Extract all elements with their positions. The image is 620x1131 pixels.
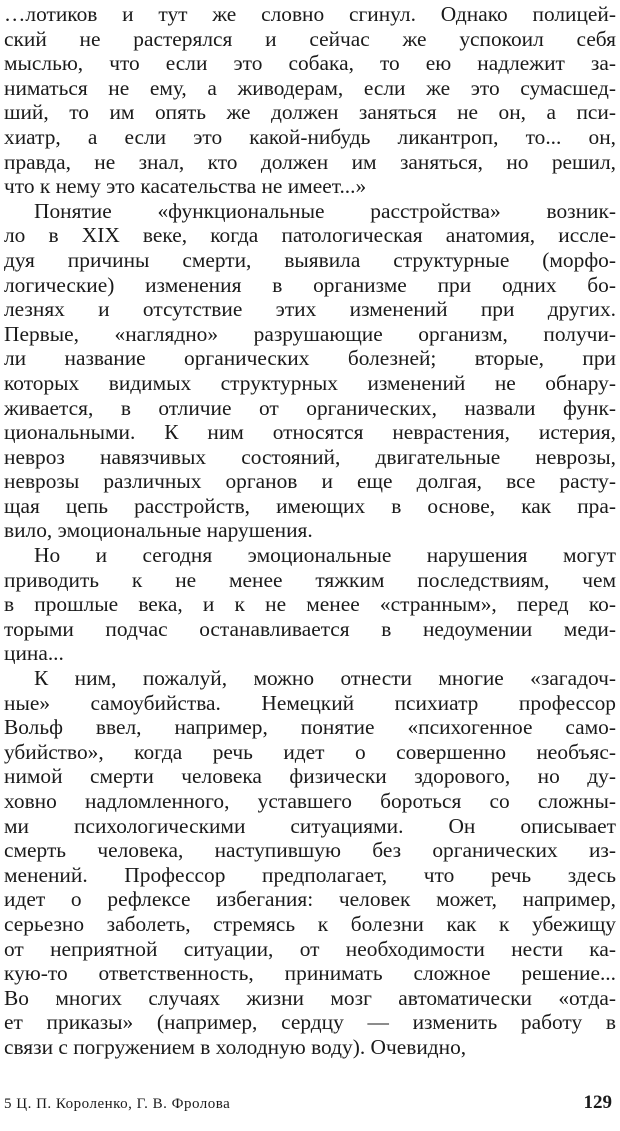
text-line: ло в XIX веке, когда патологическая анатомия, иссле- xyxy=(4,223,616,248)
text-line: ные» самоубийства. Немецкий психиатр профессор xyxy=(4,690,616,715)
text-line: убийство», когда речь идет о совершенно необъяс- xyxy=(4,739,616,764)
text-line: Во многих случаях жизни мозг автоматически «отда- xyxy=(4,985,616,1010)
text-line: К ним, пожалуй, можно отнести многие «загадоч- xyxy=(34,666,616,691)
text-line: что к нему это касательства не имеет...» xyxy=(4,174,367,199)
text-line: мыслью, что если это собака, то ею надлежит за- xyxy=(4,51,616,76)
text-line: ский не растерялся и сейчас же успокоил себя xyxy=(4,26,616,51)
text-line: связи с погружением в холодную воду). Очевидно, xyxy=(4,1034,467,1059)
text-line: серьезно заболеть, стремясь к болезни как к убежищу xyxy=(4,911,616,936)
text-line: щая цепь расстройств, имеющих в основе, как пра- xyxy=(4,493,616,518)
text-line: неврозы различных органов и еще долгая, все расту- xyxy=(4,469,616,494)
text-line: правда, не знал, кто должен им заняться, но решил, xyxy=(4,149,616,174)
text-line: Первые, «наглядно» разрушающие организм, получи- xyxy=(4,321,616,346)
text-line: Понятие «функциональные расстройства» возник- xyxy=(34,198,616,223)
signature-mark: 5 Ц. П. Короленко, Г. В. Фролова xyxy=(4,1096,231,1112)
text-line: которых видимых структурных изменений не обнару- xyxy=(4,370,616,395)
text-line: ет приказы» (например, сердцу — изменить работу в xyxy=(4,1010,616,1035)
text-line: живается, в отличие от органических, назвали функ- xyxy=(4,395,616,420)
text-line: дуя причины смерти, выявила структурные (морфо- xyxy=(4,247,616,272)
text-line: смерть человека, наступившую без органических из- xyxy=(4,838,616,863)
text-line: …лотиков и тут же словно сгинул. Однако полицей- xyxy=(4,2,616,26)
text-line: в прошлые века, и к не менее «странным», перед ко- xyxy=(4,592,616,617)
page-footer xyxy=(4,1092,616,1118)
text-line: ми психологическими ситуациями. Он описывает xyxy=(4,813,616,838)
text-line: хиатр, а если это какой-нибудь ликантроп, то... он, xyxy=(4,124,616,149)
text-line: вило, эмоциональные нарушения. xyxy=(4,518,313,543)
text-line: ховно надломленного, уставшего бороться со сложны- xyxy=(4,789,616,813)
text-line: от неприятной ситуации, от необходимости нести ка- xyxy=(4,936,616,961)
text-line: цина... xyxy=(4,641,64,666)
text-line: ниматься не ему, а живодерам, если же это сумасшед- xyxy=(4,75,616,100)
text-line: Но и сегодня эмоциональные нарушения могут xyxy=(34,543,616,568)
page-number: 129 xyxy=(583,1092,612,1113)
text-line: невроз навязчивых состояний, двигательные неврозы, xyxy=(4,444,616,469)
text-line: циональными. К ним относятся неврастения, истерия, xyxy=(4,420,616,445)
text-line: менений. Профессор предполагает, что речь здесь xyxy=(4,862,616,887)
text-line: ли название органических болезней; вторые, при xyxy=(4,346,616,371)
text-line: Вольф ввел, например, понятие «психогенное само- xyxy=(4,715,616,740)
text-line: лезнях и отсутствие этих изменений при других. xyxy=(4,297,616,322)
text-line: нимой смерти человека физически здорового, но ду- xyxy=(4,764,616,789)
text-line: идет о рефлексе избегания: человек может, например, xyxy=(4,887,616,912)
text-line: логические) изменения в организме при одних бо- xyxy=(4,272,616,297)
body-text xyxy=(4,2,616,1060)
text-line: торыми подчас останавливается в недоумении меди- xyxy=(4,616,616,641)
text-line: ший, то им опять же должен заняться не он, а пси- xyxy=(4,100,616,125)
text-line: кую-то ответственность, принимать сложное решение... xyxy=(4,961,616,986)
text-line: приводить к не менее тяжким последствиям, чем xyxy=(4,567,616,592)
